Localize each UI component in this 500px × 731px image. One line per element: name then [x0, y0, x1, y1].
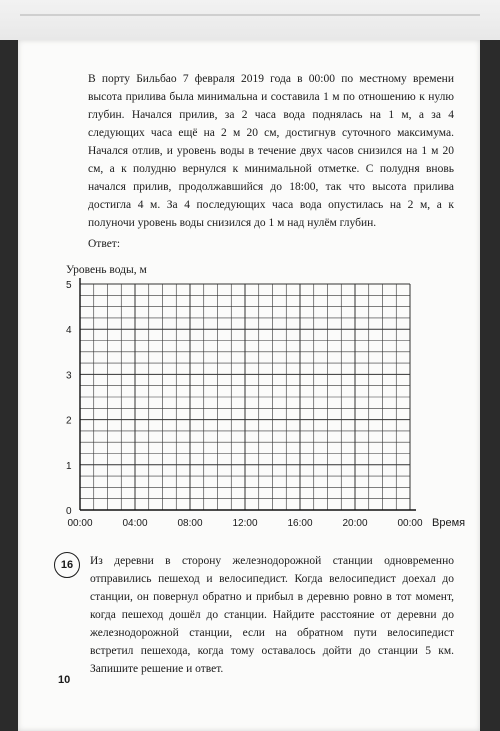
- y-tick-label: 1: [66, 460, 72, 472]
- chart-axes: [80, 278, 416, 510]
- workbook-page: [18, 40, 480, 731]
- problem-15-text: В порту Бильбао 7 февраля 2019 года в 00:00 по местному времени высота прилива была минимальна и составила 1 м по отношению к нулю глубин. Начался прилив, за 2 часа вода поднялась на 1 м, а за 4 следующих часа ещё на 2 м 20 см, достигнув суточного максимума. Начался отлив, и уровень воды в течение двух часов снизился на 1 м 20 см, а к полудню вернулся к минимальной отметке. С полудня вновь начался прилив, продолжавшийся до 18:00, так что высота прилива достигла 4 м. За 4 последующих часа вода опустилась на 2 м, а к полуночи уровень воды снизился до 1 м над нулём глубин.: [88, 73, 454, 229]
- y-tick-label: 0: [66, 506, 72, 517]
- page-number: 10: [58, 674, 71, 686]
- y-tick-label: 5: [66, 280, 72, 291]
- x-tick-label: 12:00: [232, 518, 258, 529]
- tide-grid-chart: [18, 40, 480, 540]
- x-tick-label: 20:00: [342, 518, 368, 529]
- x-tick-label: 00:00: [67, 518, 93, 529]
- y-tick-label: 2: [66, 415, 72, 427]
- scan-top-margin: [0, 0, 500, 40]
- chart-y-axis-label: Уровень воды, м: [66, 264, 147, 276]
- x-tick-label: 00:00: [397, 518, 423, 529]
- x-tick-label: 04:00: [122, 518, 148, 529]
- x-tick-label: 08:00: [177, 518, 203, 529]
- chart-y-ticks: [66, 280, 72, 517]
- chart-x-axis-label: Время: [432, 517, 466, 529]
- x-tick-label: 16:00: [287, 518, 313, 529]
- scan-line: [20, 14, 480, 16]
- problem-16-number: 16: [60, 559, 74, 571]
- problem-16-text: Из деревни в сторону железнодорожной станции одновременно отправились пешеход и велосипедист. Когда велосипедист доехал до станции, он повернул обратно и прибыл в деревню ровно в тот момент, когда пешеход дошёл до станции. Найдите расстояние от деревни до железнодорожной станции, если на обратном пути велосипедист встретил пешехода, когда тому оставалось дойти до станции 5 км. Запишите решение и ответ.: [90, 555, 454, 675]
- answer-label: Ответ:: [88, 238, 121, 250]
- problem-16-number-badge: [54, 552, 80, 578]
- y-tick-label: 3: [66, 370, 72, 382]
- chart-grid: [80, 284, 410, 510]
- y-tick-label: 4: [66, 325, 72, 337]
- chart-x-ticks: [67, 518, 422, 529]
